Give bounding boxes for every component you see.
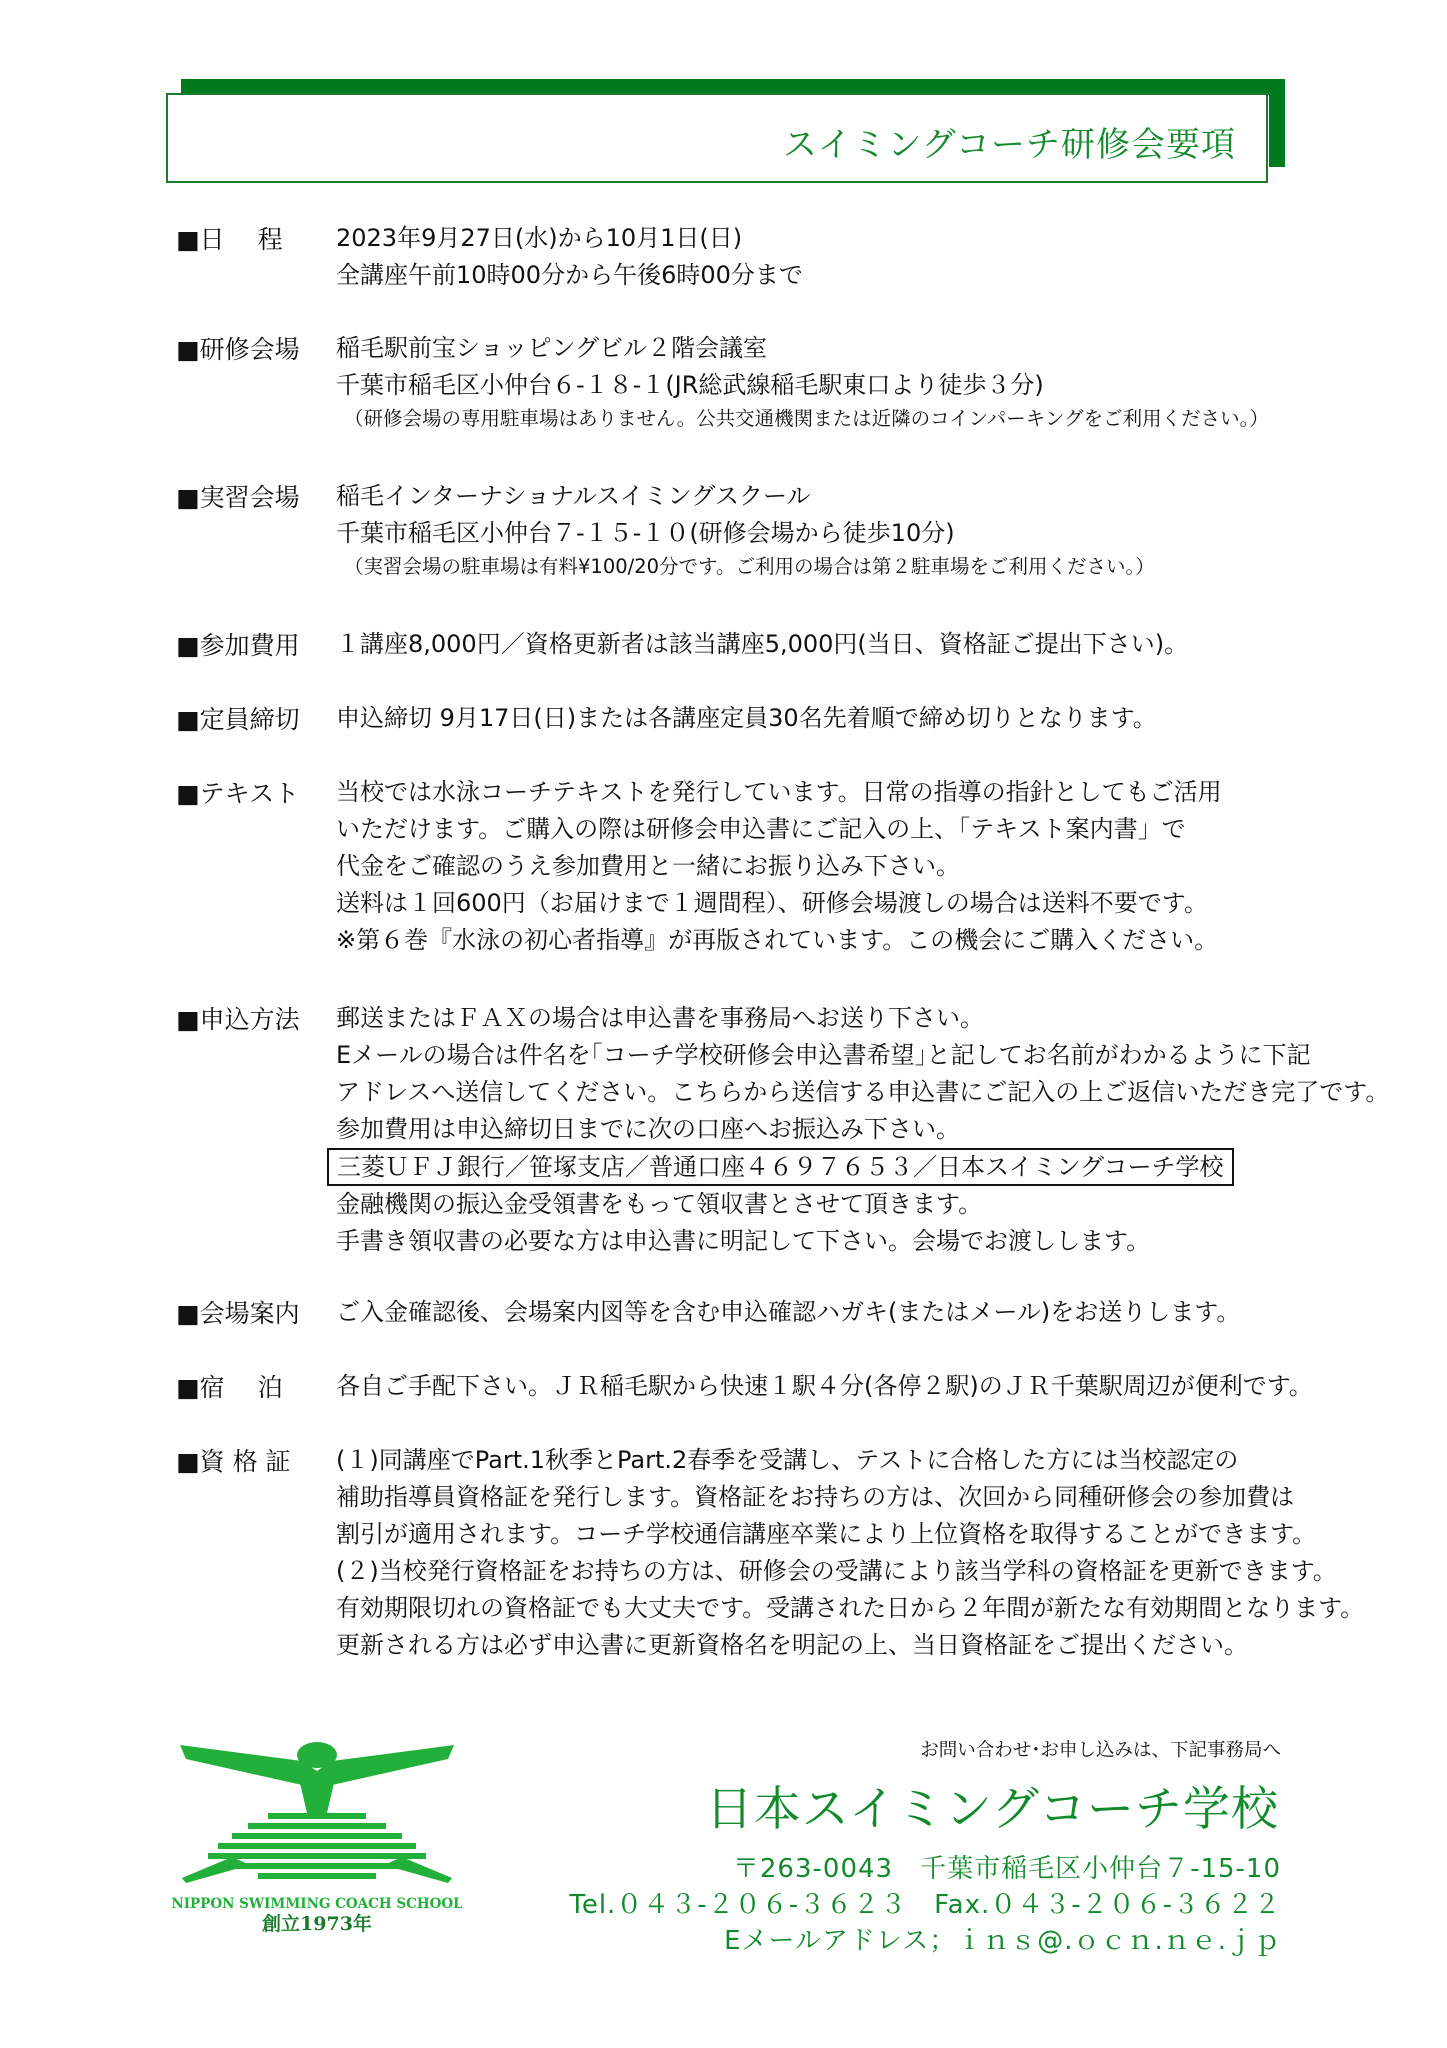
license-line: 補助指導員資格証を発行します。資格証をお持ちの方は、次回から同種研修会の参加費は — [336, 1483, 1295, 1511]
venue-line: 千葉市稲毛区小仲台６-１８-１(JR総武線稲毛駅東口より徒歩３分) — [336, 371, 1044, 399]
apply-line: 参加費用は申込締切日までに次の口座へお振込み下さい。 — [336, 1115, 960, 1143]
license-line: 割引が適用されます。コーチ学校通信講座卒業により上位資格を取得することができます。 — [336, 1520, 1317, 1548]
schedule-line: 2023年9月27日(水)から10月1日(日) — [336, 224, 743, 252]
school-name: 日本スイミングコーチ学校 — [705, 1782, 1279, 1837]
section-label: ■テキスト — [176, 779, 300, 808]
text-line: いただけます。ご購入の際は研修会申込書にご記入の上、「テキスト案内書」で — [336, 815, 1186, 843]
section-label: ■定員締切 — [176, 705, 300, 734]
text-line: 代金をご確認のうえ参加費用と一緒にお振り込み下さい。 — [336, 852, 960, 880]
apply-line: アドレスへ送信してください。こちらから送信する申込書にご記入の上ご返信いただき完了です。 — [336, 1078, 1390, 1106]
bank-account-box: 三菱ＵＦＪ銀行／笹塚支店／普通口座４６９７６５３／日本スイミングコーチ学校 — [327, 1148, 1234, 1186]
text-line: ※第６巻『水泳の初心者指導』が再版されています。この機会にご購入ください。 — [336, 926, 1219, 954]
lodging-line: 各自ご手配下さい。ＪＲ稲毛駅から快速１駅４分(各停２駅)のＪＲ千葉駅周辺が便利です。 — [336, 1372, 1313, 1400]
practice-line: 千葉市稲毛区小仲台７-１５-１０(研修会場から徒歩10分) — [336, 519, 955, 547]
section-label: ■実習会場 — [176, 483, 300, 512]
email-text: Eメールアドレス；ｉｎｓ@.ｏｃｎ.ｎｅ.ｊｐ — [724, 1926, 1281, 1956]
logo-text: NIPPON SWIMMING COACH SCHOOL — [172, 1896, 462, 1912]
apply-line: Eメールの場合は件名を｢コーチ学校研修会申込書希望｣と記してお名前がわかるように下記 — [336, 1041, 1311, 1069]
school-logo — [172, 1733, 462, 1933]
text-line: 当校では水泳コーチテキストを発行しています。日常の指導の指針としてもご活用 — [336, 778, 1222, 806]
license-line: 有効期限切れの資格証でも大丈夫です。受講された日から２年間が新たな有効期間となります。 — [336, 1594, 1365, 1622]
schedule-line: 全講座午前10時00分から午後6時00分まで — [336, 261, 803, 289]
apply-line: 手書き領収書の必要な方は申込書に明記して下さい。会場でお渡しします。 — [336, 1227, 1151, 1255]
header-box — [166, 93, 1268, 183]
address-text: 〒263-0043 千葉市稲毛区小仲台７-15-10 — [732, 1854, 1281, 1884]
venue-line: 稲毛駅前宝ショッピングビル２階会議室 — [336, 334, 768, 362]
apply-line: 金融機関の振込金受領書をもって領収書とさせて頂きます。 — [336, 1190, 983, 1218]
section-label: ■宿 泊 — [176, 1373, 283, 1402]
venue-note: （研修会場の専用駐車場はありません。公共交通機関または近隣のコインパーキングをご利用ください。） — [344, 407, 1269, 430]
practice-line: 稲毛インターナショナルスイミングスクール — [336, 482, 811, 510]
page-title: スイミングコーチ研修会要項 — [783, 125, 1236, 165]
deadline-line: 申込締切 9月17日(日)または各講座定員30名先着順で締め切りとなります。 — [336, 704, 1157, 732]
guide-line: ご入金確認後、会場案内図等を含む申込確認ハガキ(またはメール)をお送りします。 — [336, 1298, 1241, 1326]
section-label: ■会場案内 — [176, 1299, 300, 1328]
founded-text: 創立1973年 — [262, 1913, 372, 1933]
practice-note: （実習会場の駐車場は有料¥100/20分です。ご利用の場合は第２駐車場をご利用ください。） — [344, 555, 1155, 578]
text-line: 送料は１回600円（お届けまで１週間程）、研修会場渡しの場合は送料不要です。 — [336, 889, 1208, 917]
section-label: ■資 格 証 — [176, 1447, 291, 1476]
section-label: ■日 程 — [176, 225, 283, 254]
inquiry-text: お問い合わせ･お申し込みは、下記事務局へ — [920, 1740, 1281, 1761]
apply-line: 郵送またはＦＡＸの場合は申込書を事務局へお送り下さい。 — [336, 1004, 984, 1032]
swimmer-logo-icon — [172, 1733, 462, 1933]
license-line: (１)同講座でPart.1秋季とPart.2春季を受講し、テストに合格した方には当校認定の — [336, 1446, 1239, 1474]
license-line: (２)当校発行資格証をお持ちの方は、研修会の受講により該当学科の資格証を更新できます。 — [336, 1557, 1337, 1585]
license-line: 更新される方は必ず申込書に更新資格名を明記の上、当日資格証をご提出ください。 — [336, 1631, 1248, 1659]
tel-fax-text: Tel.０４３-２０６-３６２３ Fax.０４３-２０６-３６２２ — [569, 1890, 1281, 1920]
section-label: ■研修会場 — [176, 335, 300, 364]
section-label: ■参加費用 — [176, 631, 300, 660]
header-bar-side — [1269, 79, 1285, 167]
section-label: ■申込方法 — [176, 1005, 300, 1034]
fee-line: １講座8,000円／資格更新者は該当講座5,000円(当日、資格証ご提出下さい)。 — [336, 630, 1189, 658]
